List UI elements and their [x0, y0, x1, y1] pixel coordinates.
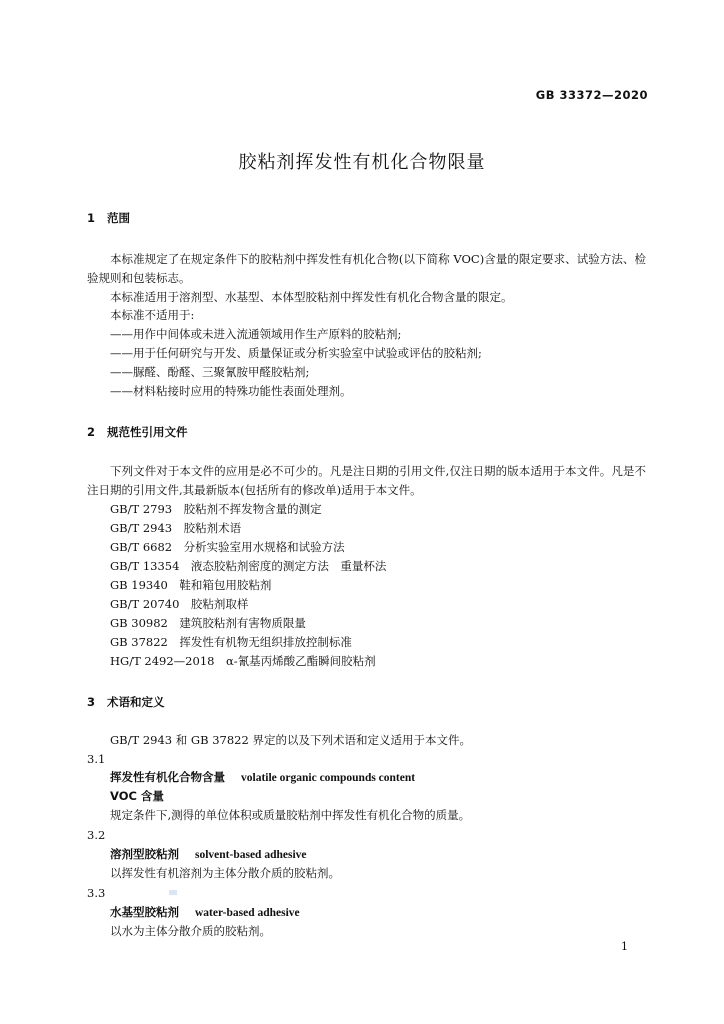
list-item: ——材料粘接时应用的特殊功能性表面处理剂。: [110, 384, 352, 398]
term-entry: [110, 904, 300, 920]
paragraph: GB/T 2943 和 GB 37822 界定的以及下列术语和定义适用于本文件。: [110, 733, 471, 747]
reference-title: 胶粘剂取样: [190, 597, 249, 611]
term-abbreviation: VOC 含量: [110, 789, 164, 803]
reference-code: GB/T 13354: [110, 559, 180, 573]
paragraph: 本标准适用于溶剂型、水基型、本体型胶粘剂中挥发性有机化合物含量的限定。: [110, 290, 513, 304]
section-title: 术语和定义: [107, 695, 165, 709]
reference-code: GB/T 2793: [110, 502, 173, 516]
page-number: 1: [621, 940, 628, 953]
reference-title: α-氰基丙烯酸乙酯瞬间胶粘剂: [225, 654, 376, 668]
term-definition: 规定条件下,测得的单位体积或质量胶粘剂中挥发性有机化合物的质量。: [110, 808, 471, 822]
reference-item: [110, 633, 352, 651]
reference-title: 建筑胶粘剂有害物质限量: [179, 616, 306, 630]
term-en: volatile organic compounds content: [241, 772, 416, 784]
section-heading-1: [87, 210, 130, 226]
reference-code: GB/T 20740: [110, 597, 180, 611]
section-number: 1: [87, 211, 96, 225]
reference-item: [110, 538, 345, 556]
term-zh: 溶剂型胶粘剂: [110, 847, 179, 861]
reference-code: GB/T 2943: [110, 521, 173, 535]
section-number: 2: [87, 425, 96, 439]
reference-title: 胶粘剂不挥发物含量的测定: [183, 502, 322, 516]
section-heading-3: [87, 694, 165, 710]
term-en: water-based adhesive: [195, 907, 300, 919]
reference-item: [110, 519, 241, 537]
reference-code: GB 37822: [110, 635, 168, 649]
reference-code: GB 19340: [110, 578, 168, 592]
term-number: 3.2: [87, 828, 106, 842]
term-zh: 水基型胶粘剂: [110, 905, 179, 919]
list-item: ——用作中间体或未进入流通领域用作生产原料的胶粘剂;: [110, 327, 402, 341]
reference-title: 鞋和箱包用胶粘剂: [179, 578, 272, 592]
reference-item: [110, 500, 322, 518]
reference-title: 液态胶粘剂密度的测定方法 重量杯法: [190, 559, 387, 573]
reference-title: 胶粘剂术语: [183, 521, 242, 535]
reference-item: [110, 652, 376, 670]
paragraph: 下列文件对于本文件的应用是必不可少的。凡是注日期的引用文件,仅注日期的版本适用于本文件。凡是不注日期的引用文件,其最新版本(包括所有的修改单)适用于本文件。: [87, 464, 646, 497]
paragraph: 本标准规定了在规定条件下的胶粘剂中挥发性有机化合物(以下简称 VOC)含量的限定要求、试验方法、检验规则和包装标志。: [87, 252, 646, 285]
section-title: 范围: [107, 211, 130, 225]
reference-code: GB 30982: [110, 616, 168, 630]
section-heading-2: [87, 424, 188, 440]
paragraph: 本标准不适用于:: [110, 308, 195, 322]
reference-title: 挥发性有机物无组织排放控制标准: [179, 635, 352, 649]
term-definition: 以水为主体分散介质的胶粘剂。: [110, 924, 271, 938]
reference-item: [110, 557, 386, 575]
reference-title: 分析实验室用水规格和试验方法: [183, 540, 345, 554]
reference-item: [110, 595, 248, 613]
standard-code: GB 33372—2020: [535, 88, 648, 102]
reference-code: HG/T 2492—2018: [110, 654, 215, 668]
term-definition: 以挥发性有机溶剂为主体分散介质的胶粘剂。: [110, 866, 340, 880]
term-number: 3.3: [87, 886, 106, 900]
section-title: 规范性引用文件: [107, 425, 188, 439]
reference-code: GB/T 6682: [110, 540, 173, 554]
term-entry: [110, 846, 307, 862]
scan-mark: [169, 890, 177, 895]
list-item: ——用于任何研究与开发、质量保证或分析实验室中试验或评估的胶粘剂;: [110, 346, 482, 360]
reference-item: [110, 614, 306, 632]
section-number: 3: [87, 695, 96, 709]
term-zh: 挥发性有机化合物含量: [110, 770, 225, 784]
term-number: 3.1: [87, 752, 106, 766]
list-item: ——脲醛、酚醛、三聚氰胺甲醛胶粘剂;: [110, 365, 310, 379]
term-en: solvent-based adhesive: [195, 849, 307, 861]
document-title: 胶粘剂挥发性有机化合物限量: [238, 152, 486, 173]
reference-item: [110, 576, 271, 594]
term-entry: [110, 769, 415, 785]
